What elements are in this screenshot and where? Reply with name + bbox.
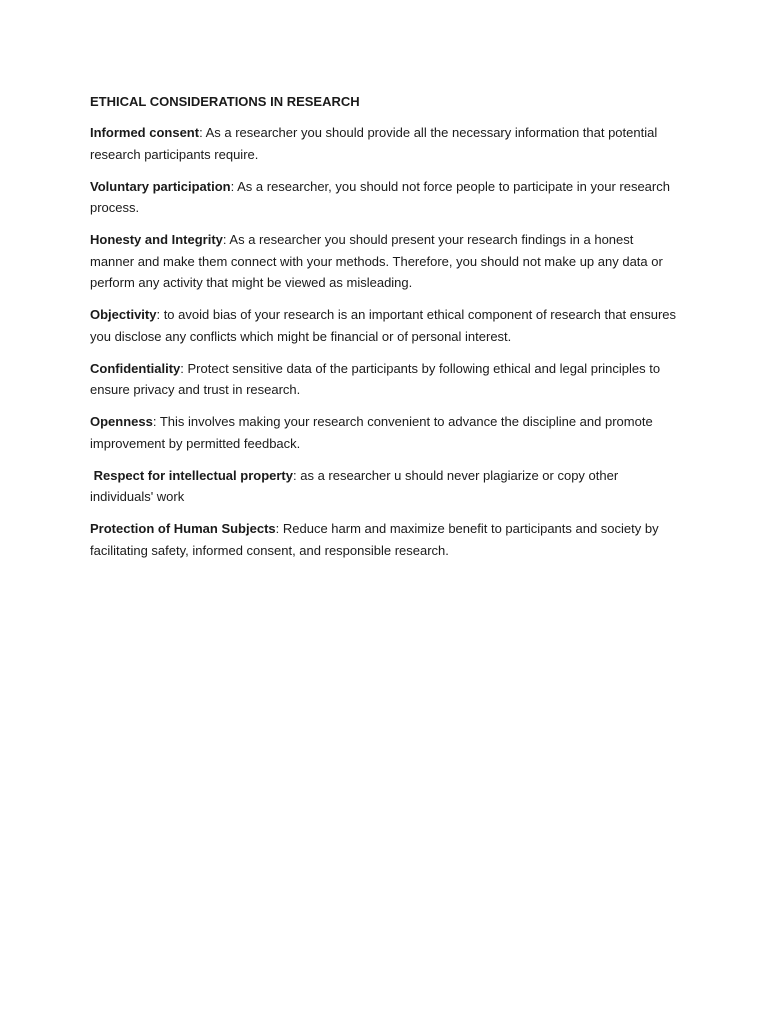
term-label: Respect for intellectual property xyxy=(90,467,293,483)
paragraph-confidentiality xyxy=(90,358,680,401)
term-description: : As a researcher you should present your research findings in a honest manner and make them connect with your methods. Therefore, you should not make up any data or perform any activity that might be viewed as misleading. xyxy=(90,232,663,290)
term-description: : As a researcher you should provide all the necessary information that potential research participants require. xyxy=(90,125,658,162)
term-description: : As a researcher, you should not force people to participate in your research process. xyxy=(90,178,670,215)
term-label: Openness xyxy=(90,414,153,429)
term-label: Confidentiality xyxy=(90,360,181,376)
term-label: Protection of Human Subjects xyxy=(90,521,276,536)
paragraph-honesty-integrity xyxy=(90,229,680,294)
paragraph-human-subjects xyxy=(90,518,680,561)
term-label: Voluntary participation xyxy=(90,178,231,194)
term-label: Honesty and Integrity xyxy=(90,232,223,247)
term-label: Informed consent xyxy=(90,125,200,140)
term-description: : Protect sensitive data of the participants by following ethical and legal principles to ensure privacy and trust in research. xyxy=(90,360,661,397)
term-description: : as a researcher u should never plagiarize or copy other individuals' work xyxy=(90,467,619,504)
document-page xyxy=(90,92,680,572)
paragraph-voluntary-participation xyxy=(90,176,680,219)
paragraph-intellectual-property xyxy=(90,465,680,508)
document-title: ETHICAL CONSIDERATIONS IN RESEARCH xyxy=(90,94,360,109)
paragraph-openness xyxy=(90,411,680,454)
term-description: : Reduce harm and maximize benefit to participants and society by facilitating safety, informed consent, and responsible research. xyxy=(90,521,659,558)
paragraph-informed-consent xyxy=(90,122,680,165)
paragraph-objectivity xyxy=(90,304,680,347)
term-description: : to avoid bias of your research is an important ethical component of research that ensures you disclose any conflicts which might be financial or of personal interest. xyxy=(90,307,677,344)
term-label: Objectivity xyxy=(90,307,157,322)
term-description: : This involves making your research convenient to advance the discipline and promote improvement by permitted feedback. xyxy=(90,414,653,451)
